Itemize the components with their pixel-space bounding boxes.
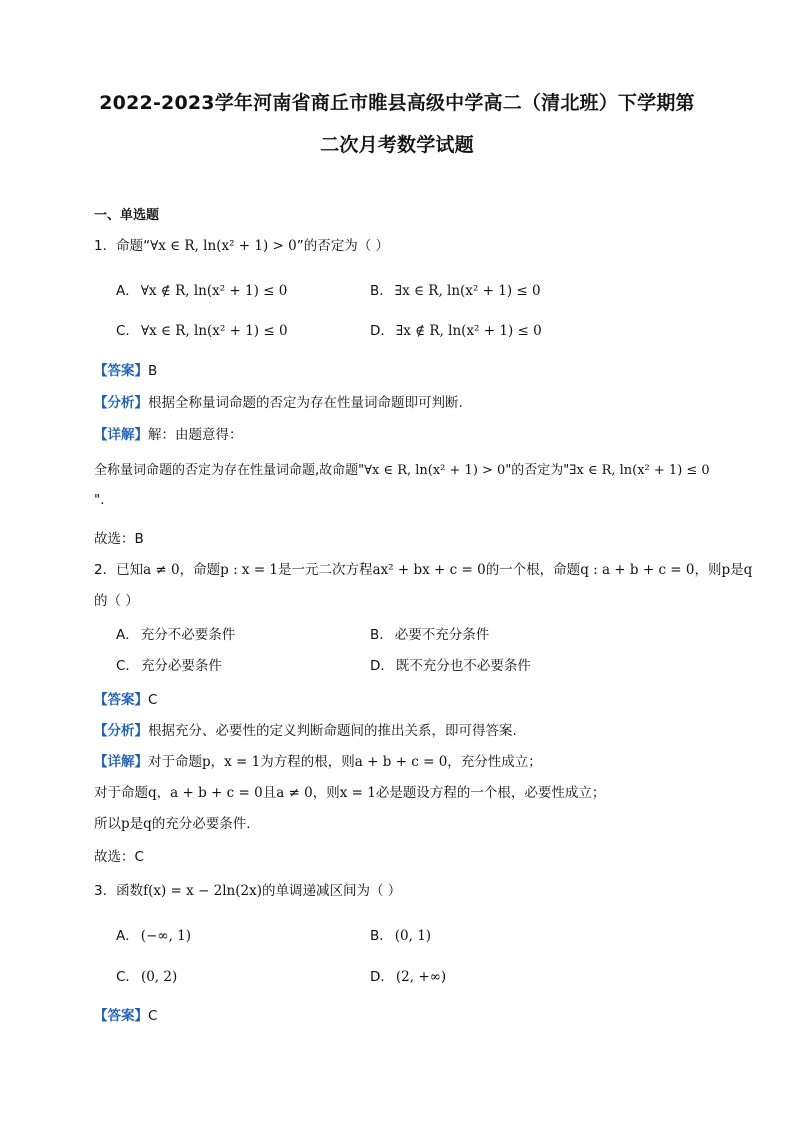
q3-option-c bbox=[116, 965, 177, 985]
q1-answer-tag: 【答案】 bbox=[94, 363, 148, 379]
q2-option-d-label: D． bbox=[370, 658, 394, 674]
q2-detail-math: p bbox=[202, 754, 211, 770]
q2-detail-part: 对于命题 bbox=[148, 754, 202, 770]
q2-detail-line-1 bbox=[94, 750, 542, 770]
q1-detail bbox=[94, 423, 243, 443]
q1-stem-prefix: 1．命题“ bbox=[94, 238, 151, 254]
q3-answer bbox=[94, 1004, 157, 1024]
q2-analysis bbox=[94, 719, 517, 739]
q1-option-b-text: ∃x ∈ R, ln(x² + 1) ≤ 0 bbox=[394, 283, 541, 299]
q1-detail-tag: 【详解】 bbox=[94, 427, 148, 443]
q1-detail2-mid: "的否定为" bbox=[505, 463, 570, 478]
q2-choice: 故选：C bbox=[94, 849, 144, 865]
q3-answer-value: C bbox=[148, 1008, 158, 1024]
page-title-line-2: 二次月考数学试题 bbox=[320, 134, 474, 156]
q2-stem-part: 2．已知 bbox=[94, 562, 144, 578]
q3-option-a bbox=[116, 924, 191, 944]
q2-detail-math: x = 1 bbox=[224, 754, 261, 770]
q2-stem-math: a ≠ 0 bbox=[143, 562, 180, 578]
q3-option-c-label: C． bbox=[116, 969, 139, 985]
q1-analysis-text: 根据全称量词命题的否定为存在性量词命题即可判断. bbox=[148, 395, 463, 411]
q2-detail-part: 必是题设方程的一个根，必要性成立； bbox=[375, 785, 606, 801]
q1-option-c bbox=[116, 319, 288, 339]
q1-detail2-math-2: ∃x ∈ R, ln(x² + 1) ≤ 0 bbox=[569, 463, 710, 478]
question-2-stem bbox=[94, 558, 752, 578]
q2-option-c-text: 充分必要条件 bbox=[140, 658, 222, 674]
q1-stem-math: ∀x ∈ R, ln(x² + 1) > 0 bbox=[150, 238, 297, 254]
q3-option-d-text: (2, +∞) bbox=[395, 969, 447, 985]
q1-option-d-label: D． bbox=[370, 323, 394, 339]
q1-choice: 故选：B bbox=[94, 531, 144, 547]
q3-option-d-label: D． bbox=[370, 969, 394, 985]
q1-option-c-label: C． bbox=[116, 323, 139, 339]
q2-option-b-label: B． bbox=[370, 627, 393, 643]
q3-stem-math: f(x) = x − 2ln(2x) bbox=[143, 883, 262, 899]
q3-option-b-label: B． bbox=[370, 928, 393, 944]
q1-option-a-text: ∀x ∉ R, ln(x² + 1) ≤ 0 bbox=[140, 283, 288, 299]
question-2-stem-line-2: 的（ ） bbox=[94, 593, 139, 609]
q3-option-d bbox=[370, 965, 446, 985]
q2-detail-line-2 bbox=[94, 781, 605, 801]
q1-detail-line-2 bbox=[94, 459, 710, 478]
q1-option-b-label: B． bbox=[370, 283, 393, 299]
q1-option-c-text: ∀x ∈ R, ln(x² + 1) ≤ 0 bbox=[140, 323, 288, 339]
q2-detail-part: ， bbox=[210, 754, 225, 770]
q2-detail-math: q bbox=[143, 816, 152, 832]
q2-option-a-label: A． bbox=[116, 627, 139, 643]
q2-detail-math: a + b + c = 0 bbox=[170, 785, 263, 801]
q1-answer-value: B bbox=[148, 363, 158, 379]
q2-option-a-text: 充分不必要条件 bbox=[140, 627, 236, 643]
q2-detail-part: 所以 bbox=[94, 816, 121, 832]
q2-detail-part: ，充分性成立； bbox=[447, 754, 542, 770]
q3-stem-part: 3．函数 bbox=[94, 883, 144, 899]
q1-option-a-label: A． bbox=[116, 283, 139, 299]
q1-detail2-math-1: ∀x ∈ R, ln(x² + 1) > 0 bbox=[364, 463, 506, 478]
q1-option-d-text: ∃x ∉ R, ln(x² + 1) ≤ 0 bbox=[395, 323, 542, 339]
q2-detail-math: q bbox=[148, 785, 157, 801]
q2-detail-math: x = 1 bbox=[339, 785, 376, 801]
q2-stem-math: p bbox=[721, 562, 731, 578]
q2-option-c-label: C． bbox=[116, 658, 139, 674]
question-3-stem bbox=[94, 879, 401, 899]
q1-option-a bbox=[116, 279, 287, 299]
q2-detail-part: 且 bbox=[262, 785, 277, 801]
q3-option-b-text: (0, 1) bbox=[394, 928, 432, 944]
q2-stem-part: ，则 bbox=[694, 562, 722, 578]
section-heading: 一、单选题 bbox=[94, 208, 160, 223]
q2-detail-line-3 bbox=[94, 812, 251, 832]
q2-option-d-text: 既不充分也不必要条件 bbox=[395, 658, 531, 674]
q2-option-c bbox=[116, 654, 222, 674]
q2-stem-math: q bbox=[743, 562, 753, 578]
q3-option-a-text: (−∞, 1) bbox=[140, 928, 192, 944]
q1-analysis bbox=[94, 391, 463, 411]
q2-detail-part: 是 bbox=[129, 816, 144, 832]
q2-detail-part: ， bbox=[156, 785, 171, 801]
q3-answer-tag: 【答案】 bbox=[94, 1008, 148, 1024]
q2-analysis-text: 根据充分、必要性的定义判断命题间的推出关系，即可得答案. bbox=[148, 723, 517, 739]
q1-option-d bbox=[370, 319, 542, 339]
q3-stem-part: 的单调递减区间为（ ） bbox=[261, 883, 402, 899]
q3-option-b bbox=[370, 924, 431, 944]
q2-option-d bbox=[370, 654, 531, 674]
q2-answer-tag: 【答案】 bbox=[94, 692, 148, 708]
q2-stem-math: ax² + bx + c = 0 bbox=[372, 562, 486, 578]
q1-option-b bbox=[370, 279, 541, 299]
q2-stem-math: p : x = 1 bbox=[220, 562, 279, 578]
q2-answer bbox=[94, 688, 157, 708]
q2-detail-math: a + b + c = 0 bbox=[354, 754, 448, 770]
q3-option-c-text: (0, 2) bbox=[140, 969, 178, 985]
q2-option-b-text: 必要不充分条件 bbox=[394, 627, 490, 643]
q1-detail2-tail: ". bbox=[94, 492, 105, 508]
q2-option-b bbox=[370, 623, 489, 643]
q2-detail-math: p bbox=[121, 816, 130, 832]
q1-answer bbox=[94, 359, 157, 379]
q1-analysis-tag: 【分析】 bbox=[94, 395, 148, 411]
q2-detail-part: 为方程的根，则 bbox=[260, 754, 355, 770]
q2-stem-part: ，命题 bbox=[179, 562, 221, 578]
question-1-stem bbox=[94, 234, 389, 254]
q1-stem-suffix: ”的否定为（ ） bbox=[296, 238, 390, 254]
q2-stem-part: 是一元二次方程 bbox=[278, 562, 373, 578]
q3-option-a-label: A． bbox=[116, 928, 139, 944]
q2-detail-part: 对于命题 bbox=[94, 785, 148, 801]
q2-option-a bbox=[116, 623, 235, 643]
q2-stem-part: 的一个根，命题 bbox=[485, 562, 581, 578]
q2-detail-part: ，则 bbox=[312, 785, 340, 801]
q2-detail-part: 的充分必要条件. bbox=[151, 816, 251, 832]
page-title-line-1: 2022-2023学年河南省商丘市睢县高级中学高二（清北班）下学期第 bbox=[99, 92, 695, 114]
q1-detail2-prefix: 全称量词命题的否定为存在性量词命题,故命题" bbox=[94, 463, 365, 478]
q2-detail-tag: 【详解】 bbox=[94, 754, 148, 770]
q2-detail-math: a ≠ 0 bbox=[276, 785, 313, 801]
q2-stem-math: q : a + b + c = 0 bbox=[580, 562, 695, 578]
q2-analysis-tag: 【分析】 bbox=[94, 723, 148, 739]
q2-stem-part: 是 bbox=[730, 562, 744, 578]
q2-answer-value: C bbox=[148, 692, 158, 708]
q1-detail-text: 解：由题意得： bbox=[148, 427, 243, 443]
